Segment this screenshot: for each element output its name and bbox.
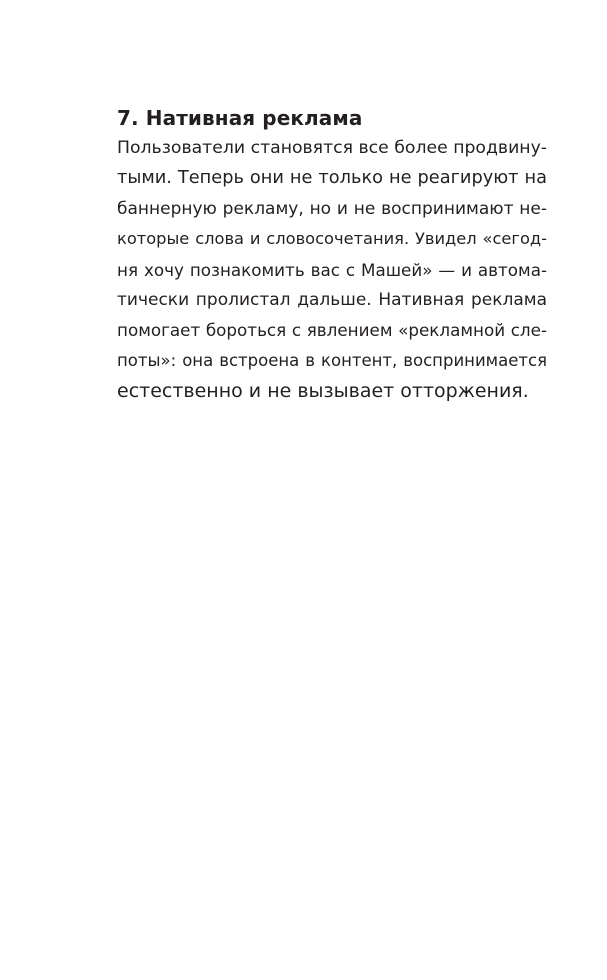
paragraph-line: ня хочу познакомить вас с Машей» — и автома- xyxy=(117,259,547,280)
paragraph-line: Пользователи становятся все более продвину- xyxy=(117,138,547,158)
paragraph-line: тыми. Теперь они не только не реагируют на xyxy=(117,168,547,189)
section-paragraph xyxy=(117,133,547,407)
paragraph-line: которые слова и словосочетания. Увидел «сегод- xyxy=(117,229,547,249)
paragraph-line: естественно и не вызывает отторжения. xyxy=(117,380,529,403)
paragraph-line: поты»: она встроена в контент, воспринимается xyxy=(117,350,547,370)
paragraph-line: тически пролистал дальше. Нативная реклама xyxy=(117,289,547,310)
paragraph-line: баннерную рекламу, но и не воспринимают не- xyxy=(117,198,547,219)
section-heading: 7. Нативная реклама xyxy=(117,106,363,130)
paragraph-line: помогает бороться с явлением «рекламной сле- xyxy=(117,320,547,341)
